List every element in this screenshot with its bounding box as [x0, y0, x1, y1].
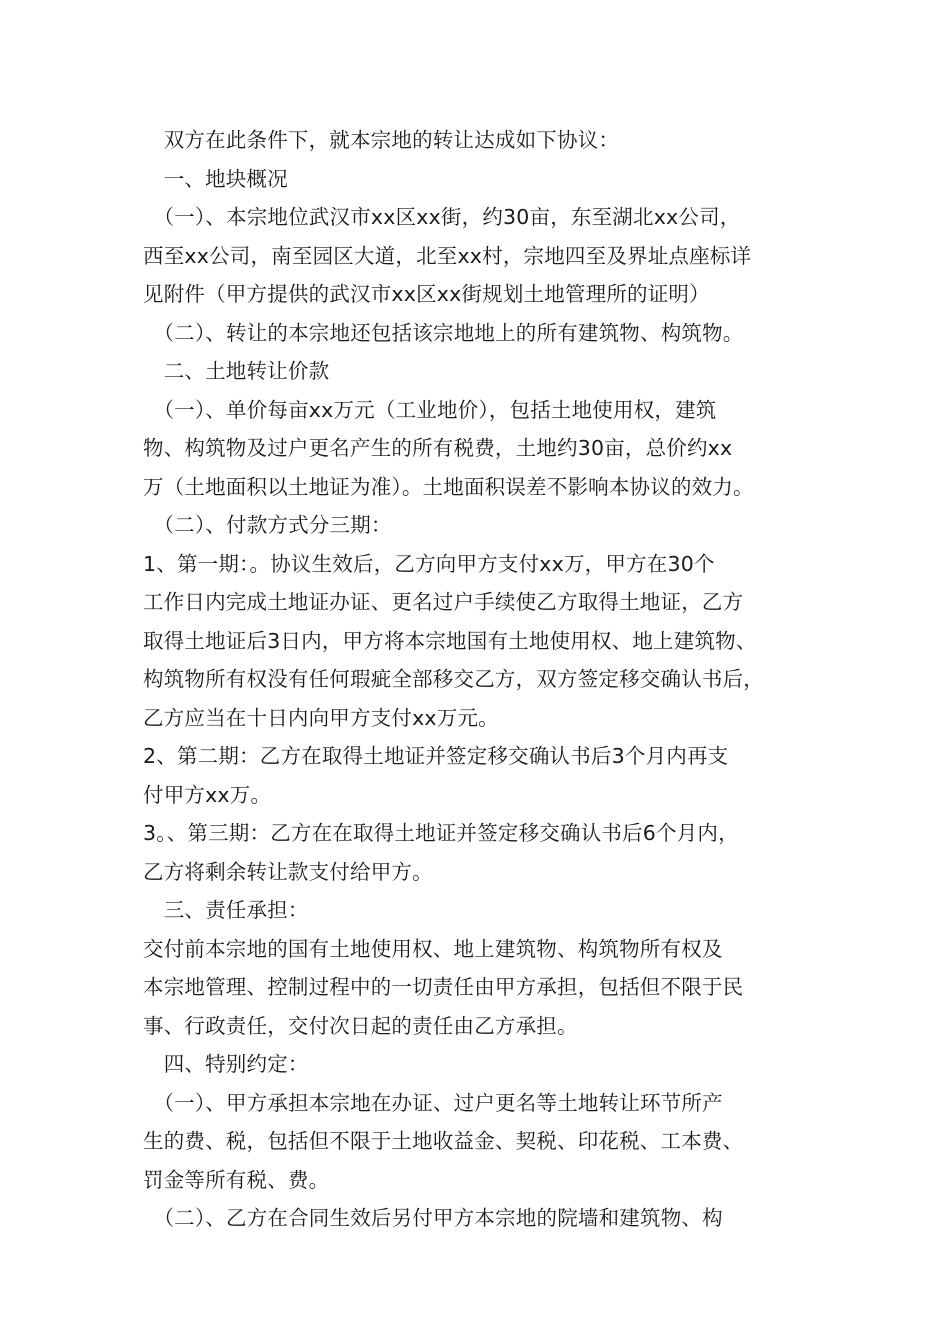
- section-heading-1: 一、地块概况: [143, 166, 288, 191]
- paragraph-line: （二）、转让的本宗地还包括该宗地地上的所有建筑物、构筑物。: [143, 320, 744, 345]
- paragraph-line: 物、构筑物及过户更名产生的所有税费，土地约30亩，总价约xx: [143, 436, 733, 460]
- paragraph-line: 乙方应当在十日内向甲方支付xx万元。: [143, 705, 499, 730]
- paragraph-line: 交付前本宗地的国有土地使用权、地上建筑物、构筑物所有权及: [143, 936, 723, 961]
- paragraph-line: 取得土地证后3日内，甲方将本宗地国有土地使用权、地上建筑物、: [143, 628, 757, 653]
- intro-line: 双方在此条件下，就本宗地的转让达成如下协议：: [143, 128, 620, 152]
- paragraph-line: 构筑物所有权没有任何瑕疵全部移交乙方，双方签定移交确认书后，: [143, 667, 764, 691]
- paragraph-line: （一）、本宗地位武汉市xx区xx街，约30亩，东至湖北xx公司，: [143, 205, 741, 229]
- paragraph-line: （一）、甲方承担本宗地在办证、过户更名等土地转让环节所产: [143, 1090, 723, 1115]
- section-heading-2: 二、土地转让价款: [143, 359, 330, 383]
- paragraph-line: 工作日内完成土地证办证、更名过户手续使乙方取得土地证，乙方: [143, 590, 744, 614]
- document-body: [143, 121, 823, 1238]
- section-heading-4: 四、特别约定：: [143, 1052, 309, 1076]
- paragraph-line: 3。、第三期：乙方在在取得土地证并签定移交确认书后6个月内，: [143, 821, 739, 845]
- paragraph-line: 1、第一期：。协议生效后，乙方向甲方支付xx万，甲方在30个: [143, 551, 715, 576]
- paragraph-line: （一）、单价每亩xx万元（工业地价），包括土地使用权，建筑: [143, 397, 717, 422]
- paragraph-line: （二）、乙方在合同生效后另付甲方本宗地的院墙和建筑物、构: [143, 1206, 723, 1230]
- paragraph-line: 罚金等所有税、费。: [143, 1167, 330, 1192]
- paragraph-line: 乙方将剩余转让款支付给甲方。: [143, 859, 433, 884]
- paragraph-line: 万（土地面积以土地证为准）。土地面积误差不影响本协议的效力。: [143, 474, 754, 499]
- paragraph-line: 事、行政责任，交付次日起的责任由乙方承担。: [143, 1013, 578, 1038]
- paragraph-line: 西至xx公司，南至园区大道，北至xx村，宗地四至及界址点座标详: [143, 243, 752, 268]
- paragraph-line: 生的费、税，包括但不限于土地收益金、契税、印花税、工本费、: [143, 1129, 744, 1153]
- paragraph-line: 付甲方xx万。: [143, 782, 272, 807]
- paragraph-line: 2、第二期：乙方在取得土地证并签定移交确认书后3个月内再支: [143, 744, 729, 768]
- paragraph-line: （二）、付款方式分三期：: [143, 513, 392, 537]
- paragraph-line: 本宗地管理、控制过程中的一切责任由甲方承担，包括但不限于民: [143, 975, 744, 999]
- paragraph-line: 见附件（甲方提供的武汉市xx区xx街规划土地管理所的证明）: [143, 282, 710, 306]
- section-heading-3: 三、责任承担：: [143, 898, 309, 922]
